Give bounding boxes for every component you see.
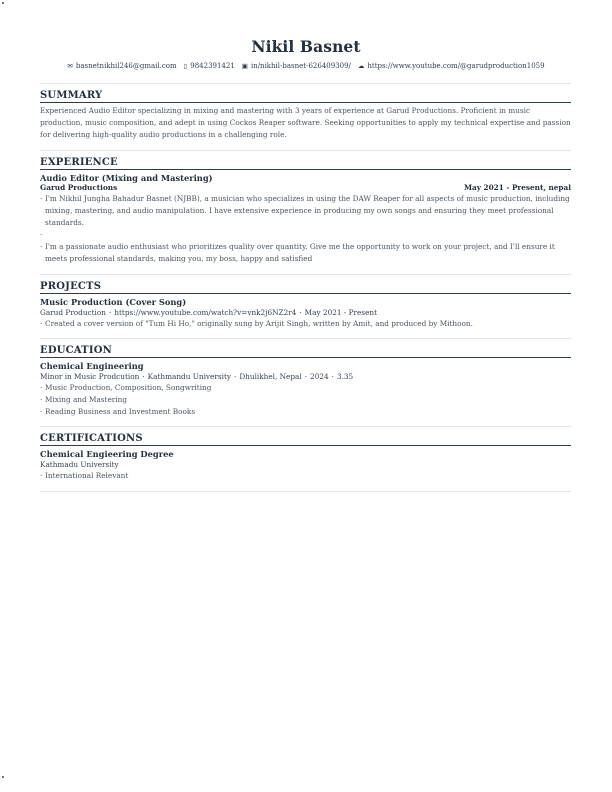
list-item: · Reading Business and Investment Books	[40, 406, 571, 418]
education-meta: Minor in Music Prodcution · Kathmandu University · Dhulikhel, Nepal · 2024 · 3.35	[40, 371, 354, 381]
section-title: SUMMARY	[40, 90, 571, 103]
email-icon: ✉	[67, 62, 73, 70]
linkedin-icon: ▣	[241, 62, 248, 70]
corner-mark	[2, 776, 4, 778]
contact-linkedin[interactable]	[242, 62, 351, 70]
education-section	[40, 339, 571, 427]
list-item: · Music Production, Composition, Songwriting	[40, 382, 571, 394]
experience-bullets	[40, 193, 571, 266]
contact-bar	[0, 62, 612, 70]
list-item: · I'm Nikhil Jungha Bahadur Basnet (NJBB), a musician who specializes in using the DAW Reaper for all aspects of music production, including mixing, mastering, and audio manipulation. I have extensive experience in producing my own songs and ensuring they meet professional standards.	[40, 193, 571, 230]
section-title: EXPERIENCE	[40, 157, 571, 170]
certification-name: Chemical Engieering Degree	[40, 449, 174, 460]
job-dates-location	[464, 183, 571, 193]
summary-section	[40, 84, 571, 150]
contact-website[interactable]	[358, 62, 545, 70]
minor: Minor in Music Prodcution	[40, 371, 140, 381]
resume-header	[0, 0, 612, 70]
experience-section	[40, 151, 571, 274]
phone-text: 9842391421	[190, 62, 235, 70]
corner-mark	[2, 2, 4, 4]
phone-icon: ▯	[183, 62, 188, 70]
list-spacer	[40, 229, 571, 241]
job-role: Audio Editor (Mixing and Mastering)	[40, 172, 213, 183]
resume-content	[40, 83, 571, 492]
project-bullets	[40, 318, 571, 330]
linkedin-text: in/nikhil-basnet-626409309/	[250, 62, 351, 70]
gpa: 3.35	[336, 371, 354, 381]
project-meta: Garud Production · https://www.youtube.com/watch?v=vnk2j6NZ2r4 · May 2021 - Present	[40, 307, 378, 317]
school-location: Dhulikhel, Nepal	[239, 371, 302, 381]
list-item: · Created a cover version of "Tum Hi Ho," originally sung by Arijit Singh, written by Amit, and produced by Mithoon.	[40, 318, 571, 330]
website-text: https://www.youtube.com/@garudproduction1059	[367, 62, 545, 70]
job-meta	[40, 183, 571, 193]
certifications-section	[40, 427, 571, 490]
projects-section	[40, 275, 571, 338]
section-title: CERTIFICATIONS	[40, 433, 571, 446]
project-link[interactable]: https://www.youtube.com/watch?v=vnk2j6NZ2r4	[114, 307, 297, 317]
section-title: EDUCATION	[40, 345, 571, 358]
contact-phone[interactable]	[184, 62, 235, 70]
education-bullets	[40, 382, 571, 419]
divider	[40, 491, 571, 492]
contact-email[interactable]	[67, 62, 176, 70]
email-text: basnetnikhil246@gmail.com	[75, 62, 177, 70]
summary-text: Experienced Audio Editor specializing in mixing and mastering with 3 years of experience at Garud Productions. Proficient in music production, music composition, and adept in using Cockos Reaper software. Seeking opportunities to apply my technical expertise and passion for delivering high-quality audio productions in a challenging role.	[40, 106, 571, 140]
project-name: Music Production (Cover Song)	[40, 296, 187, 307]
job-dates: May 2021 - Present,	[463, 182, 546, 192]
section-title: PROJECTS	[40, 281, 571, 294]
project-dates: May 2021 - Present	[304, 307, 378, 317]
degree-name: Chemical Engineering	[40, 360, 144, 371]
list-item: · Mixing and Mastering	[40, 394, 571, 406]
list-item: · International Relevant	[40, 470, 571, 482]
grad-year: 2024	[310, 371, 329, 381]
company-name: Garud Productions	[40, 182, 118, 192]
project-org: Garud Production	[40, 307, 106, 317]
list-item: · I'm a passionate audio enthusiast who prioritizes quality over quantity. Give me the opportunity to work on your project, and I'll ensure it meets professional standards, making you, my boss, happy and satisfied	[40, 241, 571, 265]
school-name: Kathmandu University	[147, 371, 231, 381]
job-location: nepal	[548, 182, 571, 192]
candidate-name: Nikil Basnet	[251, 37, 361, 56]
certification-issuer: Kathmadu University	[40, 460, 119, 470]
cloud-icon: ☁	[357, 62, 365, 70]
certification-bullets	[40, 470, 571, 482]
